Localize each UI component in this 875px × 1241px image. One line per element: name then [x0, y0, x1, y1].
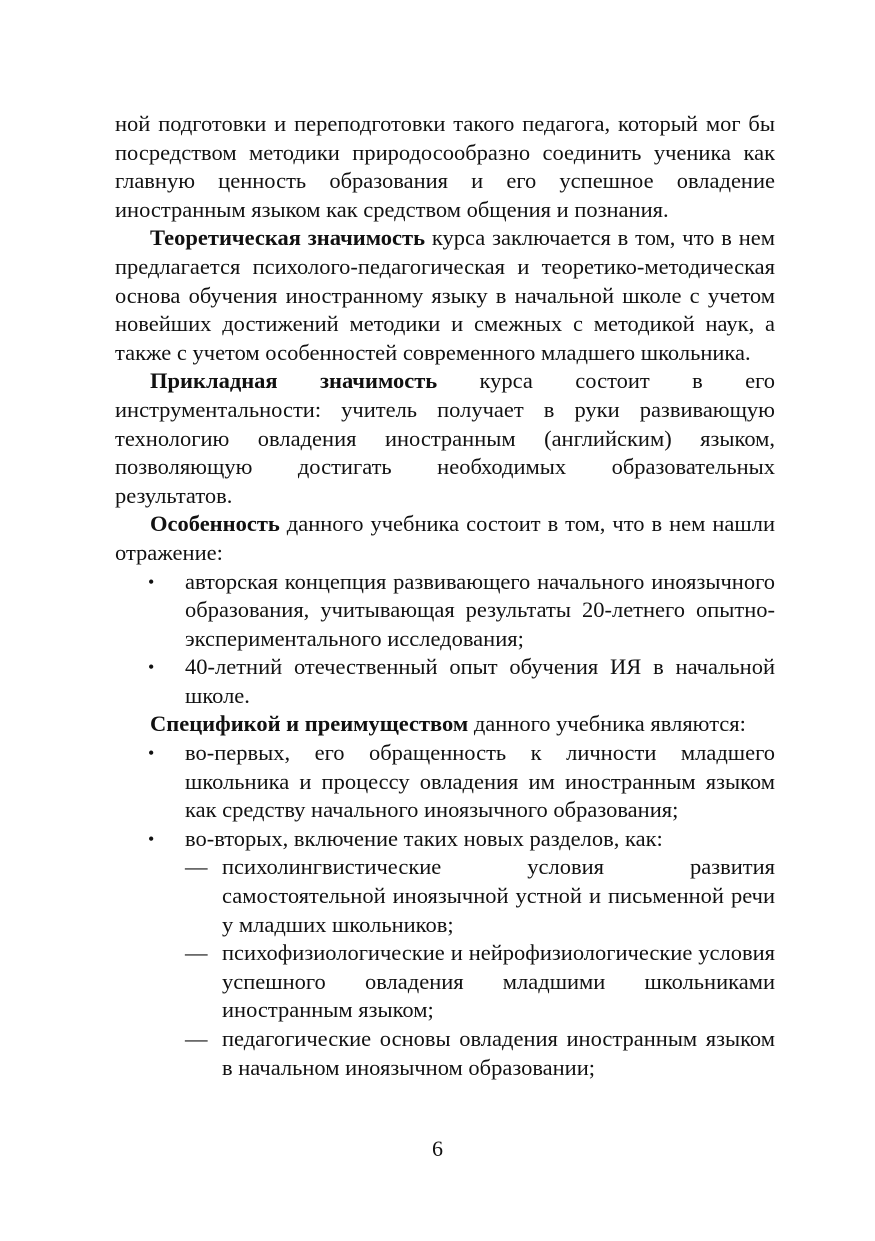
- theoretical-paragraph: [115, 224, 775, 367]
- dash-marker: —: [185, 1026, 208, 1051]
- list-item: [115, 739, 775, 825]
- dash-marker: —: [185, 940, 208, 966]
- specifics-text: данного учебника являются:: [468, 711, 746, 737]
- theoretical-text: курса заключается в том, что в нем предлагается психолого-педагогическая и теоретико-методическая основа обучения иностранному языку в начальной школе с учетом новейших достижений методики и смежных с методикой наук, а также с учетом особенностей современного младшего школьника.: [115, 225, 775, 365]
- feature-text: данного учебника состоит в том, что в нем нашли отражение:: [115, 511, 775, 565]
- list-item-text: 40-летний отечественный опыт обучения ИЯ в начальной школе.: [185, 654, 775, 708]
- sublist-item: [185, 939, 775, 1025]
- bullet-marker: •: [148, 743, 155, 764]
- list-item: [115, 568, 775, 654]
- sublist-item-text: педагогические основы овладения иностранным языком в начальном иноязычном образовании;: [222, 1026, 775, 1080]
- list-item: [115, 825, 775, 1082]
- page-body: [115, 110, 775, 1082]
- sublist-item-text: психофизиологические и нейрофизиологические условия успешного овладения младшими школьниками иностранным языком;: [222, 940, 775, 1023]
- feature-term: Особенность: [150, 511, 280, 537]
- applied-term: Прикладная значимость: [150, 368, 438, 394]
- specifics-list: [115, 739, 775, 1082]
- specifics-paragraph: [115, 710, 775, 739]
- page-number: 6: [432, 1136, 443, 1161]
- applied-paragraph: [115, 367, 775, 510]
- sublist-item-text: психолингвистические условия развития самостоятельной иноязычной устной и письменной речи у младших школьников;: [222, 854, 775, 937]
- feature-paragraph: [115, 510, 775, 567]
- list-item: [115, 653, 775, 710]
- theoretical-term: Теоретическая значимость: [150, 225, 425, 251]
- sections-sublist: [185, 853, 775, 1082]
- sublist-item: [185, 853, 775, 939]
- list-item-text: во-первых, его обращенность к личности младшего школьника и процессу овладения им иностранным языком как средству начального иноязычного образования;: [185, 740, 775, 823]
- bullet-marker: •: [148, 657, 155, 678]
- list-item-text: во-вторых, включение таких новых разделов, как:: [185, 825, 663, 851]
- bullet-marker: •: [148, 828, 155, 849]
- applied-text: курса состоит в его инструментальности: учитель получает в руки развивающую технологию овладения иностранным (английским) языком, позволяющую достигать необходимых образовательных результатов.: [115, 368, 775, 508]
- list-item-text: авторская концепция развивающего начального иноязычного образования, учитывающая результаты 20-летнего опытно-экспериментального исследования;: [185, 568, 775, 651]
- specifics-term: Спецификой и преимуществом: [150, 711, 469, 737]
- feature-list: [115, 568, 775, 711]
- sublist-item: [185, 1025, 775, 1082]
- intro-paragraph: ной подготовки и переподготовки такого педагога, который мог бы посредством методики природосообразно соединить ученика как главную ценность образования и его успешное овладение иностранным языком как средством общения и познания.: [115, 111, 775, 222]
- dash-marker: —: [185, 854, 208, 880]
- bullet-marker: •: [148, 571, 155, 592]
